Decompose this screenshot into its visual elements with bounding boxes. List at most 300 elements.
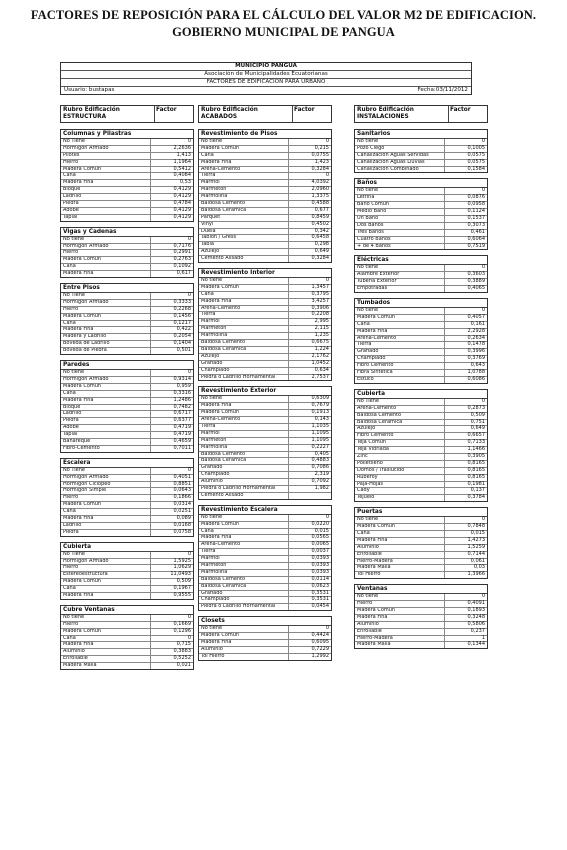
factor-name: Grafiado [201,590,223,596]
factor-name: No Tiene [63,467,85,473]
factor-value: 0,6717 [150,411,193,417]
factor-value: 0 [444,265,487,271]
factor-name: Caña [63,586,76,592]
factor-name: Madera Fina [201,159,232,165]
factor-section [354,129,488,173]
factor-value: 0,3905 [444,454,487,460]
factor-row [61,264,193,271]
document-title-line1: FACTORES DE REPOSICIÓN PARA EL CÁLCULO DEL VALOR M2 DE EDIFICACION. [30,8,537,22]
factor-name: Madera Fina [63,271,94,277]
factor-row [61,341,193,348]
factor-value: 2,995 [288,319,331,325]
factor-name: Grafiado [201,465,223,471]
section-title: Vigas y Cadenas [61,228,193,237]
factor-row [355,495,487,501]
factor-value: 1,413 [150,153,193,159]
factor-name: Arena-Cemento [201,542,241,548]
factor-value: 0,3784 [444,495,487,501]
factor-name: Baldosa Cerámica [201,583,247,589]
factor-row [61,446,193,452]
column-header [198,105,332,123]
factor-value: 0 [150,370,193,376]
factor-value: 0,0393 [288,570,331,576]
factor-name: Aluminio [201,646,223,652]
factor-name: Madera Fina [201,298,232,304]
factor-value: 0,1344 [444,642,487,648]
factor-value: 1,1095 [288,438,331,444]
factor-name: Vinyl [201,221,214,227]
section-title: Closets [199,617,331,626]
factor-name: No tiene [357,139,379,144]
factor-value: 0,7133 [444,440,487,446]
factor-name: Grafiado [201,360,223,366]
factor-value: 0,5252 [150,656,193,662]
factor-name: Mármol [201,319,220,325]
factor-value: 0,461 [444,230,487,236]
factor-row [199,153,331,160]
factor-value: 0 [150,636,193,642]
factor-name: Bóveda de Piedra [63,348,107,354]
factor-row [199,242,331,249]
factor-value: 0,1893 [444,608,487,614]
factor-value: 0,03 [444,565,487,571]
factor-row [199,319,331,326]
factor-name: Hierro [63,306,79,312]
factor-name: Enrollable [357,628,382,634]
header-date: Fecha:03/11/2012 [417,87,468,93]
factor-value: 0,4129 [150,194,193,200]
factor-section [60,360,194,453]
factor-name: Caña [357,321,370,327]
factor-name: Madera Fina [201,403,232,409]
factor-value: 0,7011 [150,446,193,452]
factor-value: 0,161 [444,322,487,328]
factor-value: 0,7144 [444,552,487,558]
factor-name: Caña [63,320,76,326]
factor-value: 0,4883 [288,458,331,464]
section-title: Cubierta [355,390,487,399]
factor-value: 0,061 [444,559,487,565]
factor-value: 0,1456 [150,314,193,320]
factor-name: Madera Común [357,524,396,530]
factor-name: No tiene [357,517,379,523]
factor-name: Madera Común [201,410,240,416]
factor-name: Tabla [201,242,214,248]
factor-value: 0,4091 [444,601,487,607]
factor-value: 0 [288,173,331,179]
section-title: Paredes [61,361,193,370]
factor-value: 0,1005 [444,146,487,152]
factor-value: 0,3531 [288,591,331,597]
column-acabados [198,105,332,666]
factor-row [61,636,193,643]
factor-value: 0,3333 [150,300,193,306]
factor-row [199,604,331,610]
factor-name: Empotradas [357,286,388,292]
factor-section [354,255,488,293]
factor-name: Cuatro Baños [357,236,391,242]
factor-name: Piedra o Ladrillo Hornamental [201,604,276,610]
factor-value: 2,2636 [150,146,193,152]
factor-section [198,268,332,381]
factor-row [61,530,193,536]
factor-value: 0,4051 [150,475,193,481]
factor-value: 0,0958 [444,202,487,208]
factor-value: 0,089 [150,516,193,522]
factor-name: Tubería Exterior [357,279,397,285]
factor-section [354,178,488,250]
factor-row [199,486,331,493]
factor-row [61,593,193,599]
factor-row [355,356,487,363]
factor-value: 0 [444,188,487,194]
factor-name: Madera Común [201,145,240,151]
factor-value: 0,7176 [150,244,193,250]
factor-section [60,542,194,600]
factor-value: 0,0114 [288,577,331,583]
factor-value: 0,2991 [150,250,193,256]
factor-name: Mármol [201,556,220,562]
factor-value: 0,2054 [150,334,193,340]
factor-name: Baldosa Cemento [357,412,402,418]
factor-name: Domos / Traslúcido [357,467,405,473]
factor-row [199,256,331,262]
factor-value: 0,0393 [288,556,331,562]
factor-name: Madera Malla [357,642,391,648]
section-title: Eléctricas [355,256,487,265]
factor-value: 0 [150,552,193,558]
factor-name: Medio Baño [357,209,387,215]
factor-name: Ruberoy [357,474,378,480]
factor-name: Tapial [63,432,78,438]
factor-value: 0,021 [150,663,193,669]
factor-name: Mármol [201,180,220,186]
factor-name: Madera Fina [63,642,94,648]
factor-name: Polietileno [357,460,383,466]
factor-name: Baldosa Cemento [201,576,246,582]
factor-name: Baldosa Cerámica [201,458,247,464]
factor-row [199,654,331,660]
factor-name: Caña [63,509,76,515]
factor-value: 0,1296 [150,629,193,635]
factor-value: 4,0392 [288,180,331,186]
factor-value: 0,3284 [288,167,331,173]
factor-value: 0,4129 [150,187,193,193]
factor-row [355,167,487,173]
factor-name: No Tiene [357,398,379,404]
factor-name: No Tiene [63,139,85,144]
factor-name: Arena-Cemento [357,405,397,411]
section-title: Tumbados [355,299,487,308]
factor-value: 0,501 [150,348,193,354]
factor-value: 0,634 [288,368,331,374]
factor-value: 0,4719 [150,425,193,431]
factor-section [198,505,332,611]
factor-value: 0,3603 [444,272,487,278]
factor-value: 0,215 [288,146,331,152]
column-header [60,105,194,123]
factor-name: Bloque [63,187,81,193]
factor-name: Madera Fina [201,640,232,645]
factor-name: Tres Baños [357,229,384,235]
factor-name: No tiene [201,396,223,402]
factor-value: 1,1964 [150,160,193,166]
header-association: Asociación de Municipalidades Ecuatorianas [61,71,471,79]
factor-name: Estuco [357,376,374,382]
factor-name: Madera Común [63,502,102,508]
factor-name: Aluminio [357,544,379,550]
factor-name: Cemento Alisado [201,256,244,262]
factor-value: 0,1404 [150,341,193,347]
header-report-name: FACTORES DE EDIFICACION PARA URBANO [61,79,471,87]
factor-value: 2,1762 [288,354,331,360]
factor-name: Champiado [201,597,230,603]
factor-value: 0 [150,615,193,621]
factor-value: 1,3457 [288,285,331,291]
factor-value: 0,7086 [288,465,331,471]
factor-value: 0,7229 [288,647,331,653]
factor-name: No tiene [357,188,379,194]
factor-name: Tablón / Gress [201,235,237,241]
document-title-line2: GOBIERNO MUNICIPAL DE PANGUA [172,25,395,39]
factor-row [355,286,487,292]
column-header-factor: Factor [294,107,315,113]
factor-value: 0 [288,626,331,632]
factor-value: 0,6377 [150,418,193,424]
column-header-factor: Factor [450,107,471,113]
factor-value: 0,0755 [288,153,331,159]
factor-name: Grafiado [357,349,379,355]
factor-name: Ladrillo [63,411,82,417]
factor-value: 3,4257 [288,299,331,305]
factor-name: Hormigón Ciclopeo [63,481,111,487]
section-title: Cubierta [61,543,193,552]
factor-name: Estereoestructura [63,572,108,578]
factor-value: 1,3375 [288,194,331,200]
factor-name: Baño Común [357,202,390,208]
factor-name: Madera Común [357,314,396,320]
factor-row [61,572,193,579]
column-header-divider [154,106,155,122]
factor-value: 0 [150,139,193,145]
factor-value: 0,1124 [444,209,487,215]
factor-name: Hierro [63,159,79,165]
factor-name: Un Baño [357,216,379,222]
factor-value: 0,4588 [288,201,331,207]
factor-value: 0,617 [150,271,193,277]
factor-value: 0,959 [150,384,193,390]
factor-value: 0,4129 [150,208,193,214]
factor-value: 0,5412 [150,167,193,173]
factor-name: Baldosa Cemento [201,451,246,457]
factor-name: Madera Fina [63,327,94,333]
factor-name: Tierra [357,342,372,348]
factor-name: Marmeton [201,562,227,568]
factor-name: Madera Común [201,633,240,639]
factor-row [61,321,193,328]
factor-row [61,377,193,384]
factor-row [199,201,331,208]
factor-row [199,235,331,242]
factor-name: Azulejo [201,353,220,359]
factor-name: No tiene [63,236,85,242]
factor-value: 0,0876 [444,195,487,201]
factor-value: 0,7092 [288,479,331,485]
factor-value: 0,5806 [444,622,487,628]
factor-value: 1,224 [288,347,331,353]
factor-value: 0,137 [444,488,487,494]
factor-value: 0,3795 [288,292,331,298]
factor-name: Madera Común [201,284,240,290]
factor-row [355,572,487,578]
factor-name: Cady [357,488,370,494]
factor-name: Hierro [357,601,373,607]
factor-value: 0,1913 [288,410,331,416]
factor-row [61,215,193,221]
factor-name: Fibro Cemento [357,433,394,439]
factor-value: 0 [150,468,193,474]
factor-value: 0,015 [444,531,487,537]
factor-name: Canalización Aguas Servidas [357,152,429,158]
factor-value: 0,3769 [444,356,487,362]
factor-name: Caña [201,291,214,297]
factor-name: Canalización Combinado [357,166,419,172]
factor-value: 0,1866 [150,495,193,501]
factor-value: 0,4502 [288,222,331,228]
factor-value: 0,0758 [150,530,193,536]
factor-row [355,223,487,230]
factor-value: 0,643 [444,363,487,369]
factor-row [355,642,487,648]
factor-value: 0,8165 [444,468,487,474]
factor-row [355,482,487,489]
factor-name: Bloque [63,404,81,410]
factor-name: Caña [201,528,214,534]
factor-value: 0,0454 [288,604,331,610]
section-title: Revestimiento Escalera [199,506,331,515]
factor-name: Arena-Cemento [201,305,241,311]
factor-name: Champiado [201,367,230,373]
factor-name: Madera Fina [357,614,388,620]
factor-name: No tiene [201,626,223,632]
factor-value: 0 [288,139,331,145]
factor-name: Hormigón Armado [63,243,109,249]
factor-row [199,340,331,347]
factor-value: 0,3889 [444,279,487,285]
column-estructura [60,105,194,675]
factor-value: 0,4084 [150,173,193,179]
factor-name: No Tiene [63,293,85,299]
factor-value: 2,7537 [288,375,331,381]
factor-value: 0,0314 [150,502,193,508]
column-header-factor: Factor [156,107,177,113]
factor-value: 0,6458 [288,235,331,241]
factor-value: 2,319 [288,472,331,478]
factor-row [355,629,487,636]
factor-value: 0,8459 [288,215,331,221]
factor-name: Baldosa Cerámica [201,207,247,213]
factor-name: Mármol [201,430,220,436]
factor-name: No tiene [63,614,85,620]
factor-name: Madera Fina [201,535,232,541]
section-title: Revestimiento Exterior [199,387,331,396]
factor-value: 0,4784 [150,201,193,207]
factor-name: Ladrillo [63,194,82,200]
section-title: Sanitarios [355,130,487,139]
factor-value: 1,1035 [288,424,331,430]
factor-name: Parquet [201,214,221,220]
factor-value: 1,3966 [444,572,487,578]
factor-value: 0,715 [150,642,193,648]
factor-name: Fibro-Cemento [63,445,100,451]
column-header-rubro: Rubro Edificación [63,107,120,113]
factor-value: 1 [444,636,487,642]
factor-name: Marmolina [201,333,228,339]
factor-name: Baldosa Cerámica [357,419,403,425]
factor-value: 0,4424 [288,633,331,639]
factor-row [199,375,331,381]
factor-name: Baldosa Cerámica [201,346,247,352]
factor-name: Hierro-Madera [357,635,393,641]
factor-name: Madera Fina [63,592,94,598]
factor-section [354,507,488,579]
factor-name: Hierro-Madera [357,558,393,564]
factor-name: Madera y Ladrillo [63,334,107,340]
factor-section [354,389,488,502]
factor-value: 0,8165 [444,475,487,481]
factor-value: 0,53 [150,180,193,186]
factor-name: Pilotes [63,152,80,158]
factor-name: Madera Común [63,257,102,263]
factor-value: 1,2992 [288,654,331,660]
factor-name: No Tiene [63,551,85,557]
factor-row [61,348,193,354]
factor-value: 0 [444,139,487,145]
factor-name: Dos Baños [357,222,384,228]
factor-row [199,222,331,229]
factor-name: Teja Común [357,440,387,446]
factor-section [198,386,332,499]
factor-value: 0,298 [288,242,331,248]
factor-row [355,420,487,427]
factor-value: 0,9314 [150,377,193,383]
factor-value: 0,509 [444,413,487,419]
factor-name: Madera Fina [63,180,94,186]
factor-name: No tiene [201,139,223,144]
factor-name: Madera Común [63,628,102,634]
factor-row [355,244,487,250]
factor-name: Hormigón Armado [63,376,109,382]
section-title: Columnas y Pilastras [61,130,193,139]
factor-name: Marmolina [201,444,228,450]
factor-name: Madera Común [357,607,396,613]
factor-name: Madera Común [63,579,102,585]
factor-row [199,326,331,333]
factor-row [355,622,487,629]
factor-name: Piedra [63,418,79,424]
factor-row [61,656,193,663]
factor-name: Tierra [201,312,216,318]
factor-row [355,559,487,566]
column-header-divider [448,106,449,122]
factor-name: Hormigón Armado [63,145,109,151]
factor-row [199,139,331,146]
factor-value: 0,7848 [444,524,487,530]
factor-value: 0,0065 [288,542,331,548]
factor-value: 0,237 [444,629,487,635]
factor-value: 0,677 [288,208,331,214]
factor-value: 0,7679 [288,403,331,409]
